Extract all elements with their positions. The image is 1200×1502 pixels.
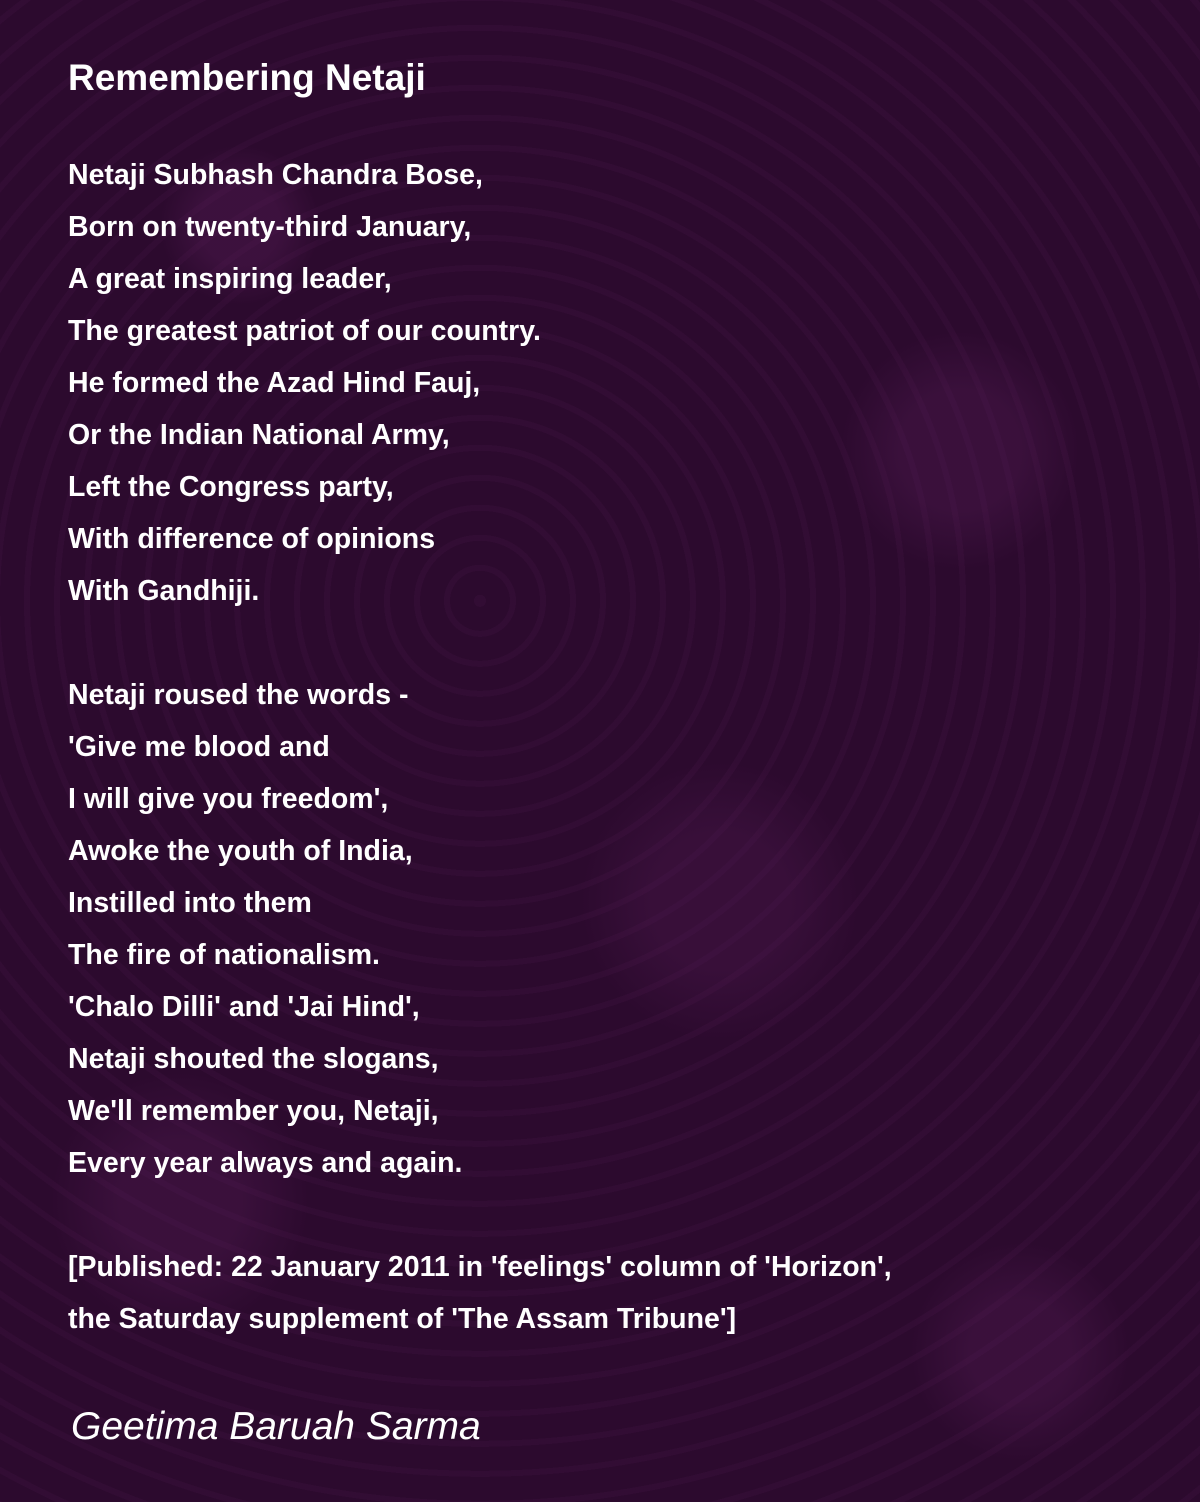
- poem-line: The greatest patriot of our country.: [68, 315, 541, 347]
- poem-body: [68, 149, 892, 1397]
- poem-line: the Saturday supplement of 'The Assam Tribune']: [68, 1303, 737, 1335]
- poem-line: He formed the Azad Hind Fauj,: [68, 367, 481, 399]
- poem-line: With difference of opinions: [68, 523, 436, 555]
- poem-line: 'Chalo Dilli' and 'Jai Hind',: [68, 991, 420, 1023]
- poem-line: With Gandhiji.: [68, 575, 260, 607]
- stanza: [68, 149, 892, 617]
- poem-line: Awoke the youth of India,: [68, 835, 413, 867]
- poem-line: We'll remember you, Netaji,: [68, 1095, 439, 1127]
- poem-line: Born on twenty-third January,: [68, 211, 472, 243]
- poem-line: The fire of nationalism.: [68, 939, 380, 971]
- poem-line: Or the Indian National Army,: [68, 419, 450, 451]
- poem-line: [Published: 22 January 2011 in 'feelings' column of 'Horizon',: [68, 1251, 892, 1283]
- poem-line: Instilled into them: [68, 887, 312, 919]
- stanza: [68, 1241, 892, 1345]
- poem-line: A great inspiring leader,: [68, 263, 392, 295]
- author-name: Geetima Baruah Sarma: [71, 1405, 481, 1448]
- poem-line: Every year always and again.: [68, 1147, 463, 1179]
- poem-line: Netaji Subhash Chandra Bose,: [68, 159, 483, 191]
- poem-line: 'Give me blood and: [68, 731, 330, 763]
- poem-line: Netaji shouted the slogans,: [68, 1043, 439, 1075]
- stanza: [68, 669, 892, 1189]
- poem-line: I will give you freedom',: [68, 783, 389, 815]
- poem-title: Remembering Netaji: [68, 57, 426, 98]
- poem-line: Netaji roused the words -: [68, 679, 409, 711]
- poem-line: Left the Congress party,: [68, 471, 394, 503]
